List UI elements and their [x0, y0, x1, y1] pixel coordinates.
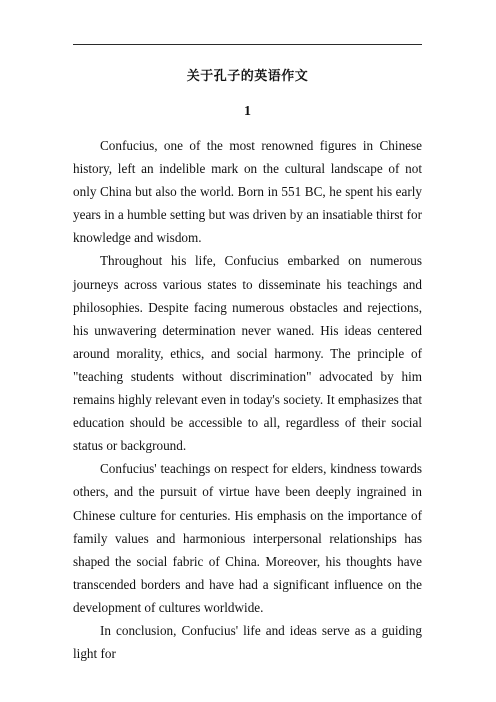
- document-body: [73, 134, 422, 665]
- document-title: 关于孔子的英语作文: [186, 69, 309, 84]
- paragraph-3: Confucius' teachings on respect for elders, kindness towards others, and the pursuit of virtue have been deeply ingrained in Chinese culture for centuries. His emphasis on the importance of family values and harmonious interpersonal relationships has shaped the social fabric of China. Moreover, his thoughts have transcended borders and have had a significant influence on the development of cultures worldwide.: [73, 461, 422, 615]
- section-number: 1: [244, 104, 251, 119]
- paragraph-1: Confucius, one of the most renowned figures in Chinese history, left an indelible mark on the cultural landscape of not only China but also the world. Born in 551 BC, he spent his early years in a humble setting but was driven by an insatiable thirst for knowledge and wisdom.: [73, 138, 422, 246]
- paragraph-2: Throughout his life, Confucius embarked on numerous journeys across various states to disseminate his teachings and philosophies. Despite facing numerous obstacles and rejections, his unwavering determination never waned. His ideas centered around morality, ethics, and social harmony. The principle of "teaching students without discrimination" advocated by him remains highly relevant even in today's society. It emphasizes that education should be accessible to all, regardless of their social status or background.: [73, 253, 422, 454]
- paragraph-4: In conclusion, Confucius' life and ideas serve as a guiding light for: [73, 622, 422, 662]
- header-rule: [73, 44, 422, 45]
